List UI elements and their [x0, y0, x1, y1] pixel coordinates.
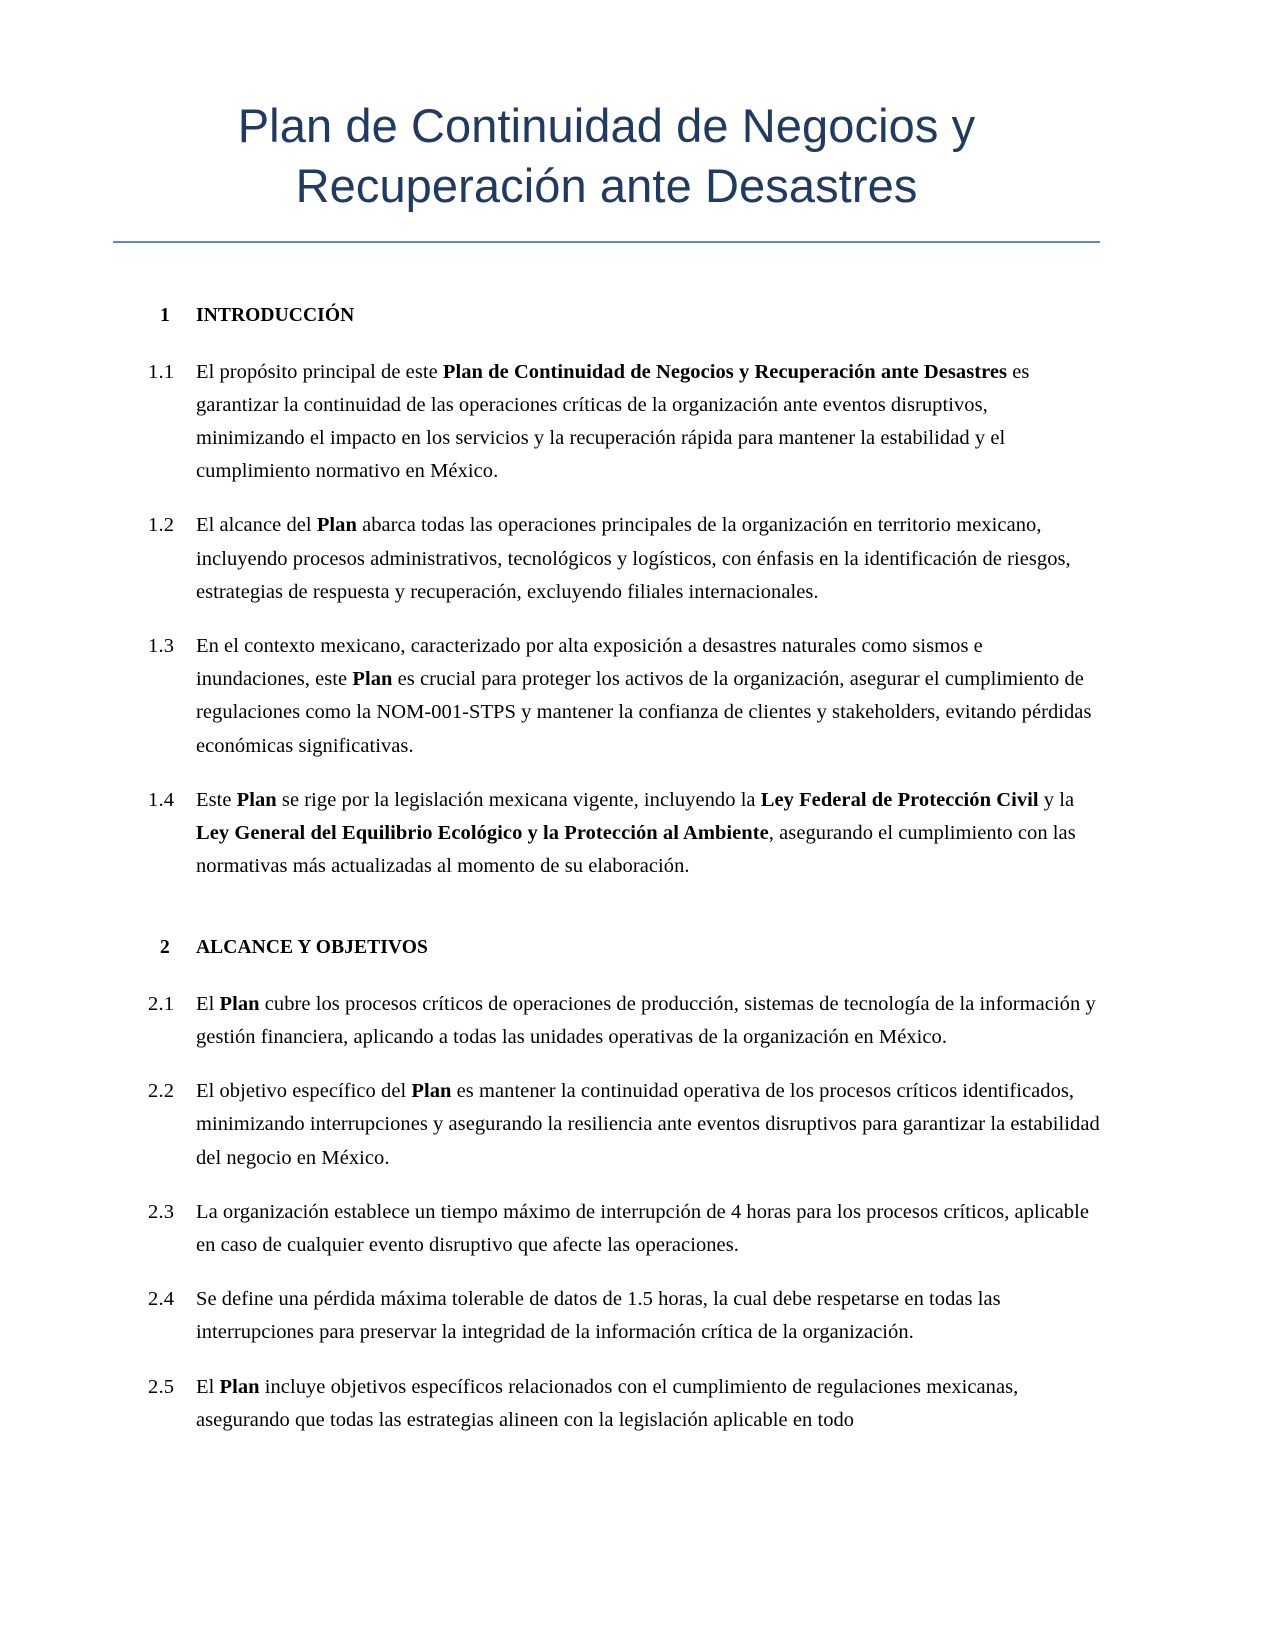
- clause-run: es garantizar la continuidad de las operaciones críticas de la organización ante eventos disruptivos, minimizando el impacto en los servicios y la recuperación rápida para mantener la estabilidad y el cumplimiento normativo en México.: [196, 360, 1030, 483]
- section-title: INTRODUCCIÓN: [196, 305, 355, 327]
- clause-run: La organización establece un tiempo máximo de interrupción de 4 horas para los procesos críticos, aplicable en caso de cualquier evento disruptivo que afecte las operaciones.: [196, 1200, 1089, 1256]
- clause-number: 2.2: [148, 1080, 175, 1103]
- clause-text: [196, 784, 1100, 884]
- clause-run: Este: [196, 788, 237, 811]
- clause-text: [196, 630, 1100, 763]
- document-section: [148, 303, 1100, 883]
- clause-run: El alcance del: [196, 514, 317, 537]
- clause-text: [196, 509, 1100, 609]
- clause-emphasis: Plan: [352, 668, 393, 691]
- section-spacer: [148, 883, 1100, 935]
- clause-number: 2.4: [148, 1288, 175, 1311]
- clause-emphasis: Plan: [411, 1080, 452, 1103]
- clause-text: [196, 356, 1100, 489]
- clause-number: 1.1: [148, 360, 175, 383]
- clause-text: [196, 988, 1100, 1054]
- clause-number: 1.4: [148, 788, 175, 811]
- clause-text: [196, 1075, 1100, 1175]
- section-title: ALCANCE Y OBJETIVOS: [196, 937, 428, 959]
- clause: [148, 1196, 1100, 1262]
- clause-run: El: [196, 1375, 220, 1398]
- clause-emphasis: Plan: [316, 514, 357, 537]
- clause: [148, 1283, 1100, 1349]
- clause: [148, 356, 1100, 489]
- clause-run: es mantener la continuidad operativa de los procesos críticos identificados, minimizando interrupciones y asegurando la resiliencia ante eventos disruptivos para garantizar la estabilidad del negocio en México.: [196, 1080, 1100, 1169]
- clause-run: El objetivo específico del: [196, 1080, 412, 1103]
- clause-text: [196, 1371, 1100, 1437]
- clause-run: Se define una pérdida máxima tolerable de datos de 1.5 horas, la cual debe respetarse en todas las interrupciones para preservar la integridad de la información crítica de la organización.: [196, 1288, 1001, 1344]
- clause-emphasis: Ley Federal de Protección Civil: [760, 788, 1039, 811]
- clause-text: [196, 1196, 1100, 1262]
- clause-emphasis: Plan de Continuidad de Negocios y Recuperación ante Desastres: [442, 360, 1008, 383]
- page-title: Plan de Continuidad de Negocios y Recuperación ante Desastres: [237, 99, 976, 213]
- clause-number: 2.3: [148, 1200, 175, 1223]
- clause-run: incluye objetivos específicos relacionados con el cumplimiento de regulaciones mexicanas, asegurando que todas las estrategias alineen con la legislación aplicable en todo: [196, 1375, 1019, 1431]
- clause-run: se rige por la legislación mexicana vigente, incluyendo la: [276, 788, 761, 811]
- clause-emphasis: Ley General del Equilibrio Ecológico y la Protección al Ambiente: [196, 822, 769, 845]
- clause: [148, 630, 1100, 763]
- section-heading: [148, 303, 1100, 329]
- clause-number: 2.1: [148, 992, 175, 1015]
- title-block: [0, 0, 1275, 243]
- clause: [148, 509, 1100, 609]
- clause-run: En el contexto mexicano, caracterizado por alta exposición a desastres naturales como sismos e inundaciones, este: [196, 635, 983, 691]
- clause-run: El propósito principal de este: [196, 360, 443, 383]
- clause-number: 2.5: [148, 1375, 175, 1398]
- clause-number: 1.3: [148, 635, 175, 658]
- clause-run: es crucial para proteger los activos de la organización, asegurar el cumplimiento de regulaciones como la NOM-001-STPS y mantener la confianza de clientes y stakeholders, evitando pérdidas económicas significativas.: [196, 668, 1092, 757]
- section-number: 2: [160, 937, 170, 959]
- clause: [148, 1075, 1100, 1175]
- clause-emphasis: Plan: [219, 992, 260, 1015]
- document-body: [0, 243, 1275, 1437]
- clause-run: abarca todas las operaciones principales de la organización en territorio mexicano, incluyendo procesos administrativos, tecnológicos y logísticos, con énfasis en la identificación de riesgos, estrategias de respuesta y recuperación, excluyendo filiales internacionales.: [196, 514, 1071, 603]
- clause: [148, 988, 1100, 1054]
- clause-run: cubre los procesos críticos de operaciones de producción, sistemas de tecnología de la información y gestión financiera, aplicando a todas las unidades operativas de la organización en México.: [196, 992, 1096, 1048]
- clause: [148, 784, 1100, 884]
- clause-run: , asegurando el cumplimiento con las normativas más actualizadas al momento de su elaboración.: [196, 822, 1076, 878]
- clause-emphasis: Plan: [236, 788, 277, 811]
- document-section: [148, 935, 1100, 1437]
- section-number: 1: [160, 305, 170, 327]
- sections-container: [148, 303, 1100, 1437]
- section-heading: [148, 935, 1100, 961]
- clause: [148, 1371, 1100, 1437]
- clause-number: 1.2: [148, 514, 175, 537]
- clause-emphasis: Plan: [219, 1375, 260, 1398]
- clause-text: [196, 1283, 1100, 1349]
- clause-run: El: [196, 992, 220, 1015]
- clause-run: y la: [1038, 788, 1075, 811]
